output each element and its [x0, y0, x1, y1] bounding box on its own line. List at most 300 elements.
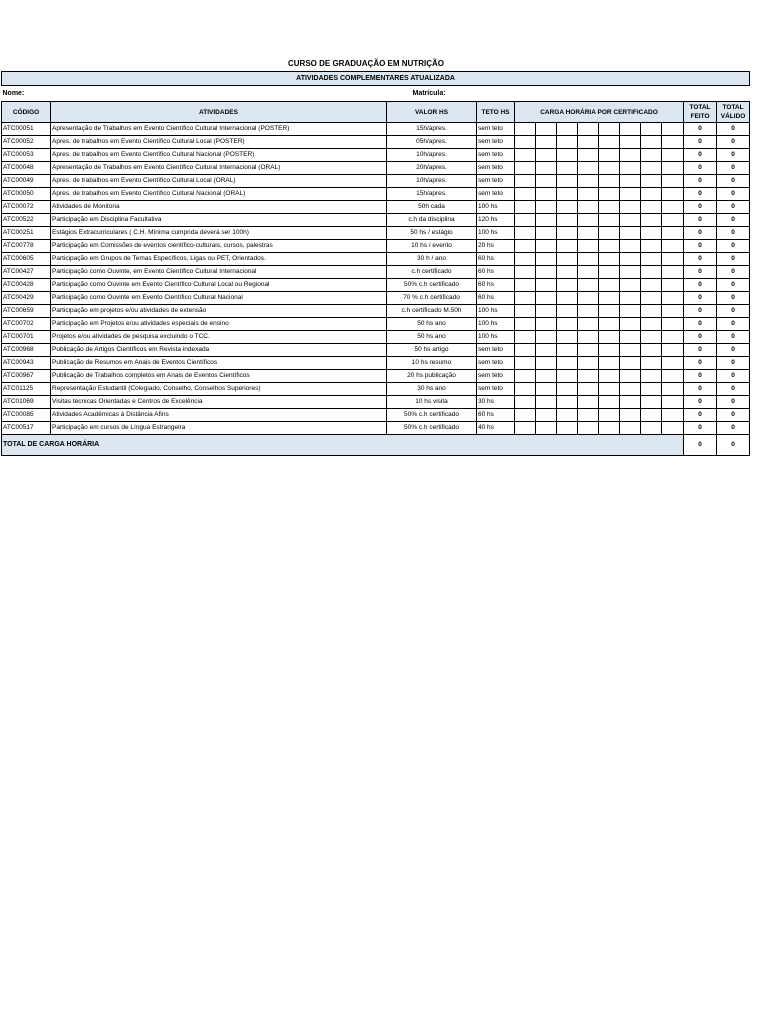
certificate-hours-cell[interactable]	[515, 227, 536, 240]
table-row	[2, 305, 750, 318]
activity-teto: sem teto	[477, 149, 515, 162]
activity-valor: 10h/apres.	[387, 175, 477, 188]
certificate-hours-cell[interactable]	[641, 149, 662, 162]
certificate-hours-cell[interactable]	[641, 370, 662, 383]
activity-valor: 50 hs / estágio	[387, 227, 477, 240]
certificate-hours-cell[interactable]	[662, 188, 684, 201]
certificate-hours-cell[interactable]	[578, 396, 599, 409]
activity-code: ATC00967	[2, 370, 51, 383]
certificate-hours-cell[interactable]	[620, 422, 641, 435]
certificate-hours-cell[interactable]	[515, 383, 536, 396]
certificate-hours-cell[interactable]	[662, 357, 684, 370]
total-feito-cell: 0	[684, 305, 717, 318]
certificate-hours-cell[interactable]	[662, 175, 684, 188]
activity-teto: 100 hs	[477, 318, 515, 331]
certificate-hours-cell[interactable]	[641, 227, 662, 240]
activity-code: ATC00427	[2, 266, 51, 279]
table-row	[2, 149, 750, 162]
certificate-hours-cell[interactable]	[515, 175, 536, 188]
certificate-hours-cell[interactable]	[599, 318, 620, 331]
activity-teto: sem teto	[477, 175, 515, 188]
certificate-hours-cell[interactable]	[578, 240, 599, 253]
certificate-hours-cell[interactable]	[578, 227, 599, 240]
certificate-hours-cell[interactable]	[578, 357, 599, 370]
total-valido-cell: 0	[717, 318, 750, 331]
activity-code: ATC00943	[2, 357, 51, 370]
certificate-hours-cell[interactable]	[536, 318, 557, 331]
table-row	[2, 357, 750, 370]
certificate-hours-cell[interactable]	[641, 188, 662, 201]
activity-teto: 60 hs	[477, 253, 515, 266]
certificate-hours-cell[interactable]	[515, 318, 536, 331]
certificate-hours-cell[interactable]	[515, 201, 536, 214]
activity-valor: 15h/apres.	[387, 188, 477, 201]
certificate-hours-cell[interactable]	[578, 149, 599, 162]
certificate-hours-cell[interactable]	[620, 149, 641, 162]
certificate-hours-cell[interactable]	[515, 370, 536, 383]
certificate-hours-cell[interactable]	[557, 396, 578, 409]
certificate-hours-cell[interactable]	[641, 162, 662, 175]
certificate-hours-cell[interactable]	[662, 149, 684, 162]
certificate-hours-cell[interactable]	[620, 305, 641, 318]
certificate-hours-cell[interactable]	[641, 279, 662, 292]
certificate-hours-cell[interactable]	[536, 240, 557, 253]
activity-name: Participação em projetos e/ou atividades de extensão	[51, 305, 387, 318]
certificate-hours-cell[interactable]	[641, 175, 662, 188]
activity-valor: 50 hs ano	[387, 318, 477, 331]
certificate-hours-cell[interactable]	[599, 422, 620, 435]
certificate-hours-cell[interactable]	[599, 201, 620, 214]
table-row	[2, 409, 750, 422]
total-feito-cell: 0	[684, 344, 717, 357]
certificate-hours-cell[interactable]	[641, 240, 662, 253]
certificate-hours-cell[interactable]	[578, 253, 599, 266]
certificate-hours-cell[interactable]	[578, 188, 599, 201]
total-feito-cell: 0	[684, 279, 717, 292]
certificate-hours-cell[interactable]	[578, 409, 599, 422]
certificate-hours-cell[interactable]	[515, 357, 536, 370]
certificate-hours-cell[interactable]	[599, 266, 620, 279]
table-row	[2, 162, 750, 175]
total-valido-cell: 0	[717, 240, 750, 253]
activity-teto: 60 hs	[477, 292, 515, 305]
certificate-hours-cell[interactable]	[557, 344, 578, 357]
certificate-hours-cell[interactable]	[557, 305, 578, 318]
certificate-hours-cell[interactable]	[578, 305, 599, 318]
certificate-hours-cell[interactable]	[641, 396, 662, 409]
activity-name: Apres. de trabalhos em Evento Científico Cultural Local (ORAL)	[51, 175, 387, 188]
certificate-hours-cell[interactable]	[536, 396, 557, 409]
certificate-hours-cell[interactable]	[599, 292, 620, 305]
certificate-hours-cell[interactable]	[641, 266, 662, 279]
certificate-hours-cell[interactable]	[536, 201, 557, 214]
activity-teto: 100 hs	[477, 305, 515, 318]
certificate-hours-cell[interactable]	[662, 370, 684, 383]
certificate-hours-cell[interactable]	[536, 123, 557, 136]
certificate-hours-cell[interactable]	[557, 149, 578, 162]
certificate-hours-cell[interactable]	[620, 253, 641, 266]
activity-teto: 100 hs	[477, 227, 515, 240]
certificate-hours-cell[interactable]	[662, 123, 684, 136]
total-feito-cell: 0	[684, 214, 717, 227]
activity-name: Participação em Disciplina Facultativa	[51, 214, 387, 227]
certificate-hours-cell[interactable]	[536, 214, 557, 227]
activity-code: ATC00701	[2, 331, 51, 344]
table-row	[2, 383, 750, 396]
activity-name: Apres. de trabalhos em Evento Científico Cultural Nacional (ORAL)	[51, 188, 387, 201]
certificate-hours-cell[interactable]	[599, 149, 620, 162]
certificate-hours-cell[interactable]	[620, 188, 641, 201]
certificate-hours-cell[interactable]	[515, 123, 536, 136]
total-feito-cell: 0	[684, 292, 717, 305]
student-info-row	[2, 86, 750, 102]
certificate-hours-cell[interactable]	[641, 331, 662, 344]
certificate-hours-cell[interactable]	[599, 409, 620, 422]
total-feito-cell: 0	[684, 136, 717, 149]
certificate-hours-cell[interactable]	[662, 305, 684, 318]
certificate-hours-cell[interactable]	[599, 305, 620, 318]
total-valido-cell: 0	[717, 305, 750, 318]
certificate-hours-cell[interactable]	[662, 422, 684, 435]
certificate-hours-cell[interactable]	[599, 383, 620, 396]
certificate-hours-cell[interactable]	[662, 162, 684, 175]
certificate-hours-cell[interactable]	[620, 279, 641, 292]
certificate-hours-cell[interactable]	[641, 357, 662, 370]
activity-code: ATC00053	[2, 149, 51, 162]
total-valido-cell: 0	[717, 279, 750, 292]
banner-row	[2, 72, 750, 86]
certificate-hours-cell[interactable]	[620, 214, 641, 227]
certificate-hours-cell[interactable]	[641, 383, 662, 396]
certificate-hours-cell[interactable]	[578, 123, 599, 136]
certificate-hours-cell[interactable]	[599, 370, 620, 383]
certificate-hours-cell[interactable]	[515, 149, 536, 162]
matricula-label[interactable]: Matrícula:	[412, 90, 446, 97]
activity-teto: sem teto	[477, 357, 515, 370]
certificate-hours-cell[interactable]	[536, 292, 557, 305]
activity-valor: 05h/apres.	[387, 136, 477, 149]
certificate-hours-cell[interactable]	[557, 266, 578, 279]
certificate-hours-cell[interactable]	[641, 253, 662, 266]
certificate-hours-cell[interactable]	[515, 266, 536, 279]
certificate-hours-cell[interactable]	[515, 409, 536, 422]
certificate-hours-cell[interactable]	[515, 292, 536, 305]
col-total-valido: TOTAL VÁLIDO	[717, 102, 750, 123]
certificate-hours-cell[interactable]	[515, 344, 536, 357]
activity-name: Participação como Ouvinte em Evento Científico Cultural Local ou Regional	[51, 279, 387, 292]
activity-name: Representação Estudantil (Colegiado, Conselho, Conselhos Superiores)	[51, 383, 387, 396]
total-valido-cell: 0	[717, 292, 750, 305]
activity-name: Publicação de Trabalhos completos em Anais de Eventos Científicos	[51, 370, 387, 383]
table-row	[2, 396, 750, 409]
certificate-hours-cell[interactable]	[641, 201, 662, 214]
activity-code: ATC00429	[2, 292, 51, 305]
certificate-hours-cell[interactable]	[557, 188, 578, 201]
certificate-hours-cell[interactable]	[557, 162, 578, 175]
activity-code: ATC00428	[2, 279, 51, 292]
certificate-hours-cell[interactable]	[536, 344, 557, 357]
total-feito-cell: 0	[684, 240, 717, 253]
total-valido-cell: 0	[717, 409, 750, 422]
certificate-hours-cell[interactable]	[557, 227, 578, 240]
certificate-hours-cell[interactable]	[557, 214, 578, 227]
certificate-hours-cell[interactable]	[599, 396, 620, 409]
certificate-hours-cell[interactable]	[536, 149, 557, 162]
certificate-hours-cell[interactable]	[515, 188, 536, 201]
certificate-hours-cell[interactable]	[662, 227, 684, 240]
certificate-hours-cell[interactable]	[620, 409, 641, 422]
activity-valor: 50% c.h certificado	[387, 409, 477, 422]
certificate-hours-cell[interactable]	[557, 383, 578, 396]
certificate-hours-cell[interactable]	[662, 214, 684, 227]
certificate-hours-cell[interactable]	[557, 409, 578, 422]
certificate-hours-cell[interactable]	[662, 136, 684, 149]
certificate-hours-cell[interactable]	[536, 175, 557, 188]
certificate-hours-cell[interactable]	[536, 266, 557, 279]
certificate-hours-cell[interactable]	[557, 357, 578, 370]
activity-code: ATC01069	[2, 396, 51, 409]
total-valido-cell: 0	[717, 422, 750, 435]
total-feito-cell: 0	[684, 175, 717, 188]
activity-code: ATC00251	[2, 227, 51, 240]
certificate-hours-cell[interactable]	[578, 175, 599, 188]
table-row	[2, 279, 750, 292]
certificate-hours-cell[interactable]	[620, 318, 641, 331]
certificate-hours-cell[interactable]	[641, 136, 662, 149]
total-valido-cell: 0	[717, 344, 750, 357]
certificate-hours-cell[interactable]	[578, 214, 599, 227]
activity-valor: 50 hs artigo	[387, 344, 477, 357]
certificate-hours-cell[interactable]	[620, 292, 641, 305]
total-valido-cell: 0	[717, 383, 750, 396]
certificate-hours-cell[interactable]	[641, 123, 662, 136]
certificate-hours-cell[interactable]	[578, 279, 599, 292]
activity-teto: 60 hs	[477, 266, 515, 279]
activity-valor: 10h/apres.	[387, 149, 477, 162]
total-valido-cell: 0	[717, 370, 750, 383]
certificate-hours-cell[interactable]	[620, 240, 641, 253]
total-feito-cell: 0	[684, 383, 717, 396]
total-feito-cell: 0	[684, 357, 717, 370]
activity-code: ATC00051	[2, 123, 51, 136]
certificate-hours-cell[interactable]	[599, 279, 620, 292]
certificate-hours-cell[interactable]	[515, 305, 536, 318]
table-row	[2, 175, 750, 188]
certificate-hours-cell[interactable]	[620, 331, 641, 344]
table-row	[2, 201, 750, 214]
activity-valor: 20 hs publicação	[387, 370, 477, 383]
activity-valor: 50% c.h certificado	[387, 422, 477, 435]
certificate-hours-cell[interactable]	[515, 214, 536, 227]
activity-name: Publicação de Artigos Científicos em Revista indexada	[51, 344, 387, 357]
total-valido-cell: 0	[717, 357, 750, 370]
certificate-hours-cell[interactable]	[536, 357, 557, 370]
certificate-hours-cell[interactable]	[620, 162, 641, 175]
certificate-hours-cell[interactable]	[620, 370, 641, 383]
certificate-hours-cell[interactable]	[557, 240, 578, 253]
col-valor: VALOR HS	[387, 102, 477, 123]
certificate-hours-cell[interactable]	[578, 292, 599, 305]
certificate-hours-cell[interactable]	[662, 279, 684, 292]
activity-name: Atividades de Monitoria	[51, 201, 387, 214]
certificate-hours-cell[interactable]	[536, 227, 557, 240]
course-title: CURSO DE GRADUAÇÃO EM NUTRIÇÃO	[288, 59, 444, 68]
activity-name: Projetos e/ou atividades de pesquisa excluindo o TCC.	[51, 331, 387, 344]
certificate-hours-cell[interactable]	[599, 240, 620, 253]
activity-teto: 20 hs	[477, 240, 515, 253]
certificate-hours-cell[interactable]	[578, 344, 599, 357]
certificate-hours-cell[interactable]	[578, 318, 599, 331]
certificate-hours-cell[interactable]	[578, 331, 599, 344]
certificate-hours-cell[interactable]	[578, 136, 599, 149]
certificate-hours-cell[interactable]	[536, 370, 557, 383]
certificate-hours-cell[interactable]	[536, 162, 557, 175]
certificate-hours-cell[interactable]	[515, 331, 536, 344]
certificate-hours-cell[interactable]	[578, 422, 599, 435]
certificate-hours-cell[interactable]	[662, 240, 684, 253]
certificate-hours-cell[interactable]	[536, 331, 557, 344]
table-row	[2, 136, 750, 149]
certificate-hours-cell[interactable]	[620, 357, 641, 370]
total-valido-cell: 0	[717, 162, 750, 175]
certificate-hours-cell[interactable]	[515, 162, 536, 175]
certificate-hours-cell[interactable]	[557, 253, 578, 266]
certificate-hours-cell[interactable]	[641, 422, 662, 435]
certificate-hours-cell[interactable]	[662, 253, 684, 266]
certificate-hours-cell[interactable]	[662, 409, 684, 422]
activity-valor: c.h certificado M.50h	[387, 305, 477, 318]
certificate-hours-cell[interactable]	[599, 344, 620, 357]
certificate-hours-cell[interactable]	[662, 331, 684, 344]
certificate-hours-cell[interactable]	[536, 253, 557, 266]
certificate-hours-cell[interactable]	[515, 136, 536, 149]
certificate-hours-cell[interactable]	[557, 279, 578, 292]
certificate-hours-cell[interactable]	[578, 162, 599, 175]
certificate-hours-cell[interactable]	[662, 396, 684, 409]
certificate-hours-cell[interactable]	[599, 227, 620, 240]
certificate-hours-cell[interactable]	[599, 175, 620, 188]
certificate-hours-cell[interactable]	[620, 344, 641, 357]
certificate-hours-cell[interactable]	[515, 279, 536, 292]
activities-table	[1, 71, 750, 456]
nome-label[interactable]: Nome:	[2, 90, 25, 97]
certificate-hours-cell[interactable]	[599, 188, 620, 201]
certificate-hours-cell[interactable]	[557, 175, 578, 188]
certificate-hours-cell[interactable]	[662, 201, 684, 214]
certificate-hours-cell[interactable]	[662, 292, 684, 305]
certificate-hours-cell[interactable]	[620, 201, 641, 214]
certificate-hours-cell[interactable]	[578, 266, 599, 279]
certificate-hours-cell[interactable]	[641, 292, 662, 305]
certificate-hours-cell[interactable]	[557, 331, 578, 344]
total-feito-cell: 0	[684, 370, 717, 383]
certificate-hours-cell[interactable]	[599, 123, 620, 136]
certificate-hours-cell[interactable]	[599, 253, 620, 266]
certificate-hours-cell[interactable]	[557, 136, 578, 149]
certificate-hours-cell[interactable]	[515, 396, 536, 409]
certificate-hours-cell[interactable]	[515, 253, 536, 266]
certificate-hours-cell[interactable]	[662, 344, 684, 357]
certificate-hours-cell[interactable]	[620, 266, 641, 279]
certificate-hours-cell[interactable]	[536, 409, 557, 422]
certificate-hours-cell[interactable]	[536, 136, 557, 149]
certificate-hours-cell[interactable]	[620, 227, 641, 240]
certificate-hours-cell[interactable]	[599, 136, 620, 149]
total-row	[2, 435, 750, 456]
activity-code: ATC00050	[2, 188, 51, 201]
activity-code: ATC00072	[2, 201, 51, 214]
certificate-hours-cell[interactable]	[536, 383, 557, 396]
certificate-hours-cell[interactable]	[515, 240, 536, 253]
grand-total-feito: 0	[684, 435, 717, 456]
certificate-hours-cell[interactable]	[557, 422, 578, 435]
certificate-hours-cell[interactable]	[662, 383, 684, 396]
certificate-hours-cell[interactable]	[599, 357, 620, 370]
table-row	[2, 370, 750, 383]
certificate-hours-cell[interactable]	[620, 123, 641, 136]
activity-code: ATC00049	[2, 175, 51, 188]
total-feito-cell: 0	[684, 331, 717, 344]
certificate-hours-cell[interactable]	[641, 214, 662, 227]
activity-valor: 15h/apres.	[387, 123, 477, 136]
certificate-hours-cell[interactable]	[620, 175, 641, 188]
certificate-hours-cell[interactable]	[557, 123, 578, 136]
certificate-hours-cell[interactable]	[599, 214, 620, 227]
certificate-hours-cell[interactable]	[662, 318, 684, 331]
certificate-hours-cell[interactable]	[641, 409, 662, 422]
activity-teto: sem teto	[477, 162, 515, 175]
certificate-hours-cell[interactable]	[515, 422, 536, 435]
total-feito-cell: 0	[684, 149, 717, 162]
activity-valor: 10 hs / evento	[387, 240, 477, 253]
activity-teto: 60 hs	[477, 279, 515, 292]
certificate-hours-cell[interactable]	[557, 370, 578, 383]
certificate-hours-cell[interactable]	[557, 318, 578, 331]
total-feito-cell: 0	[684, 422, 717, 435]
certificate-hours-cell[interactable]	[599, 162, 620, 175]
activity-name: Apres. de trabalhos em Evento Científico Cultural Nacional (POSTER)	[51, 149, 387, 162]
certificate-hours-cell[interactable]	[578, 383, 599, 396]
certificate-hours-cell[interactable]	[536, 188, 557, 201]
certificate-hours-cell[interactable]	[662, 266, 684, 279]
total-valido-cell: 0	[717, 227, 750, 240]
certificate-hours-cell[interactable]	[599, 331, 620, 344]
total-valido-cell: 0	[717, 266, 750, 279]
activity-valor: 50 hs ano	[387, 331, 477, 344]
total-label: TOTAL DE CARGA HORÁRIA	[2, 435, 684, 456]
activity-name: Publicação de Resumos em Anais de Eventos Científicos	[51, 357, 387, 370]
certificate-hours-cell[interactable]	[641, 305, 662, 318]
certificate-hours-cell[interactable]	[536, 422, 557, 435]
certificate-hours-cell[interactable]	[578, 370, 599, 383]
certificate-hours-cell[interactable]	[620, 383, 641, 396]
certificate-hours-cell[interactable]	[578, 201, 599, 214]
certificate-hours-cell[interactable]	[536, 279, 557, 292]
certificate-hours-cell[interactable]	[641, 344, 662, 357]
activity-valor: 30 hs ano	[387, 383, 477, 396]
certificate-hours-cell[interactable]	[641, 318, 662, 331]
activity-name: Atividades Acadêmicas à Distância Afins	[51, 409, 387, 422]
total-valido-cell: 0	[717, 123, 750, 136]
certificate-hours-cell[interactable]	[557, 292, 578, 305]
certificate-hours-cell[interactable]	[557, 201, 578, 214]
activity-code: ATC00085	[2, 409, 51, 422]
certificate-hours-cell[interactable]	[536, 305, 557, 318]
certificate-hours-cell[interactable]	[620, 396, 641, 409]
certificate-hours-cell[interactable]	[620, 136, 641, 149]
col-teto: TETO HS	[477, 102, 515, 123]
total-feito-cell: 0	[684, 162, 717, 175]
